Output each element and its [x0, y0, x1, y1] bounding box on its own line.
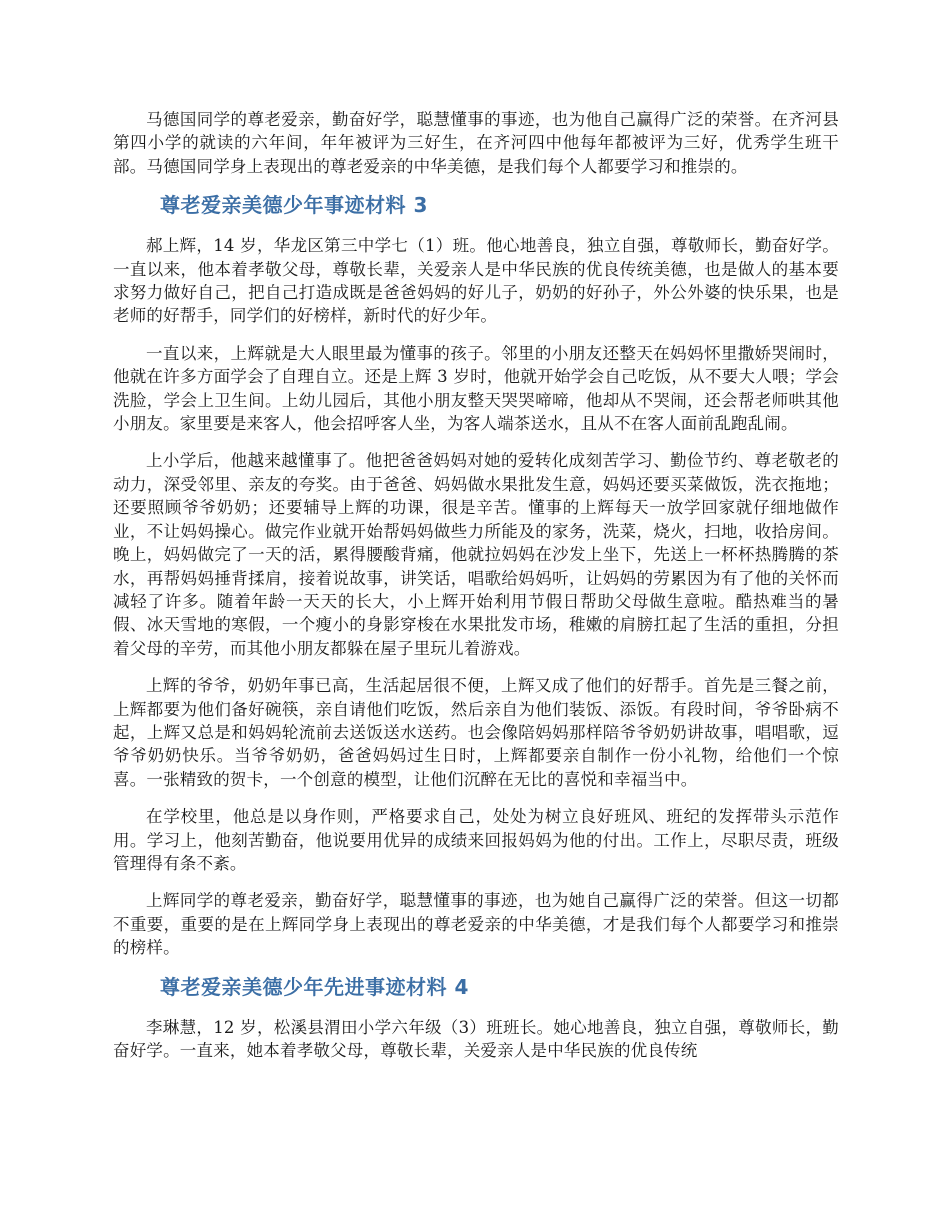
- paragraph: 上辉的爷爷，奶奶年事已高，生活起居很不便，上辉又成了他们的好帮手。首先是三餐之前，上辉都要为他们备好碗筷，亲自请他们吃饭，然后亲自为他们装饭、添饭。有段时间，爷爷卧病不起，上辉又总是和妈妈轮流前去送饭送水送药。也会像陪妈妈那样陪爷爷奶奶讲故事，唱唱歌，逗爷爷奶奶快乐。当爷爷奶奶，爸爸妈妈过生日时，上辉都要亲自制作一份小礼物，给他们一个惊喜。一张精致的贺卡，一个创意的模型，让他们沉醉在无比的喜悦和幸福当中。: [113, 676, 839, 789]
- paragraph: 在学校里，他总是以身作则，严格要求自己，处处为树立良好班风、班纪的发挥带头示范作用。学习上，他刻苦勤奋，他说要用优异的成绩来回报妈妈为他的付出。工作上，尽职尽责，班级管理得有条不紊。: [113, 807, 839, 873]
- paragraph: 上辉同学的尊老爱亲，勤奋好学，聪慧懂事的事迹，也为她自己赢得广泛的荣誉。但这一切都不重要，重要的是在上辉同学身上表现出的尊老爱亲的中华美德，才是我们每个人都要学习和推崇的榜样。: [113, 891, 839, 958]
- paragraph: 郝上辉，14 岁，华龙区第三中学七（1）班。他心地善良，独立自强，尊敬师长，勤奋好学。一直以来，他本着孝敬父母，尊敬长辈，关爱亲人是中华民族的优良传统美德，也是做人的基本要求努力做好自己，把自己打造成既是爸爸妈妈的好儿子，奶奶的好孙子，外公外婆的快乐果，也是老师的好帮手，同学们的好榜样，新时代的好少年。: [113, 236, 839, 326]
- paragraph: 上小学后，他越来越懂事了。他把爸爸妈妈对她的爱转化成刻苦学习、勤俭节约、尊老敬老的动力，深受邻里、亲友的夸奖。由于爸爸、妈妈做水果批发生意，妈妈还要买菜做饭，洗衣拖地；还要照顾爷爷奶奶；还要辅导上辉的功课，很是辛苦。懂事的上辉每天一放学回家就仔细地做作业，不让妈妈操心。做完作业就开始帮妈妈做些力所能及的家务，洗菜，烧火，扫地，收拾房间。晚上，妈妈做完了一天的活，累得腰酸背痛，他就拉妈妈在沙发上坐下，先送上一杯杯热腾腾的茶水，再帮妈妈捶背揉肩，接着说故事，讲笑话，唱歌给妈妈听，让妈妈的劳累因为有了他的关怀而减轻了许多。随着年龄一天天的长大，小上辉开始利用节假日帮助父母做生意啦。酷热难当的暑假、冰天雪地的寒假，一个瘦小的身影穿梭在水果批发市场，稚嫩的肩膀扛起了生活的重担，分担着父母的辛劳，而其他小朋友都躲在屋子里玩儿着游戏。: [113, 451, 839, 658]
- paragraph: 一直以来，上辉就是大人眼里最为懂事的孩子。邻里的小朋友还整天在妈妈怀里撒娇哭闹时，他就在许多方面学会了自理自立。还是上辉 3 岁时，他就开始学会自己吃饭，从不要大人喂；学会洗脸，学会上卫生间。上幼儿园后，其他小朋友整天哭哭啼啼，他却从不哭闹，还会帮老师哄其他小朋友。家里要是来客人，他会招呼客人坐，为客人端茶送水，且从不在客人面前乱跑乱闹。: [113, 343, 839, 434]
- paragraph: 李琳慧，12 岁，松溪县渭田小学六年级（3）班班长。她心地善良，独立自强，尊敬师长，勤奋好学。一直来，她本着孝敬父母，尊敬长辈，关爱亲人是中华民族的优良传统: [113, 1017, 839, 1060]
- paragraph: 马德国同学的尊老爱亲，勤奋好学，聪慧懂事的事迹，也为他自己赢得广泛的荣誉。在齐河县第四小学的就读的六年间，年年被评为三好生，在齐河四中他每年都被评为三好，优秀学生班干部。马德国同学身上表现出的尊老爱亲的中华美德，是我们每个人都要学习和推崇的。: [113, 110, 839, 176]
- section-heading-3: 尊老爱亲美德少年事迹材料 3: [160, 193, 428, 218]
- document-body: [113, 108, 839, 1076]
- section-heading-4: 尊老爱亲美德少年先进事迹材料 4: [160, 974, 469, 999]
